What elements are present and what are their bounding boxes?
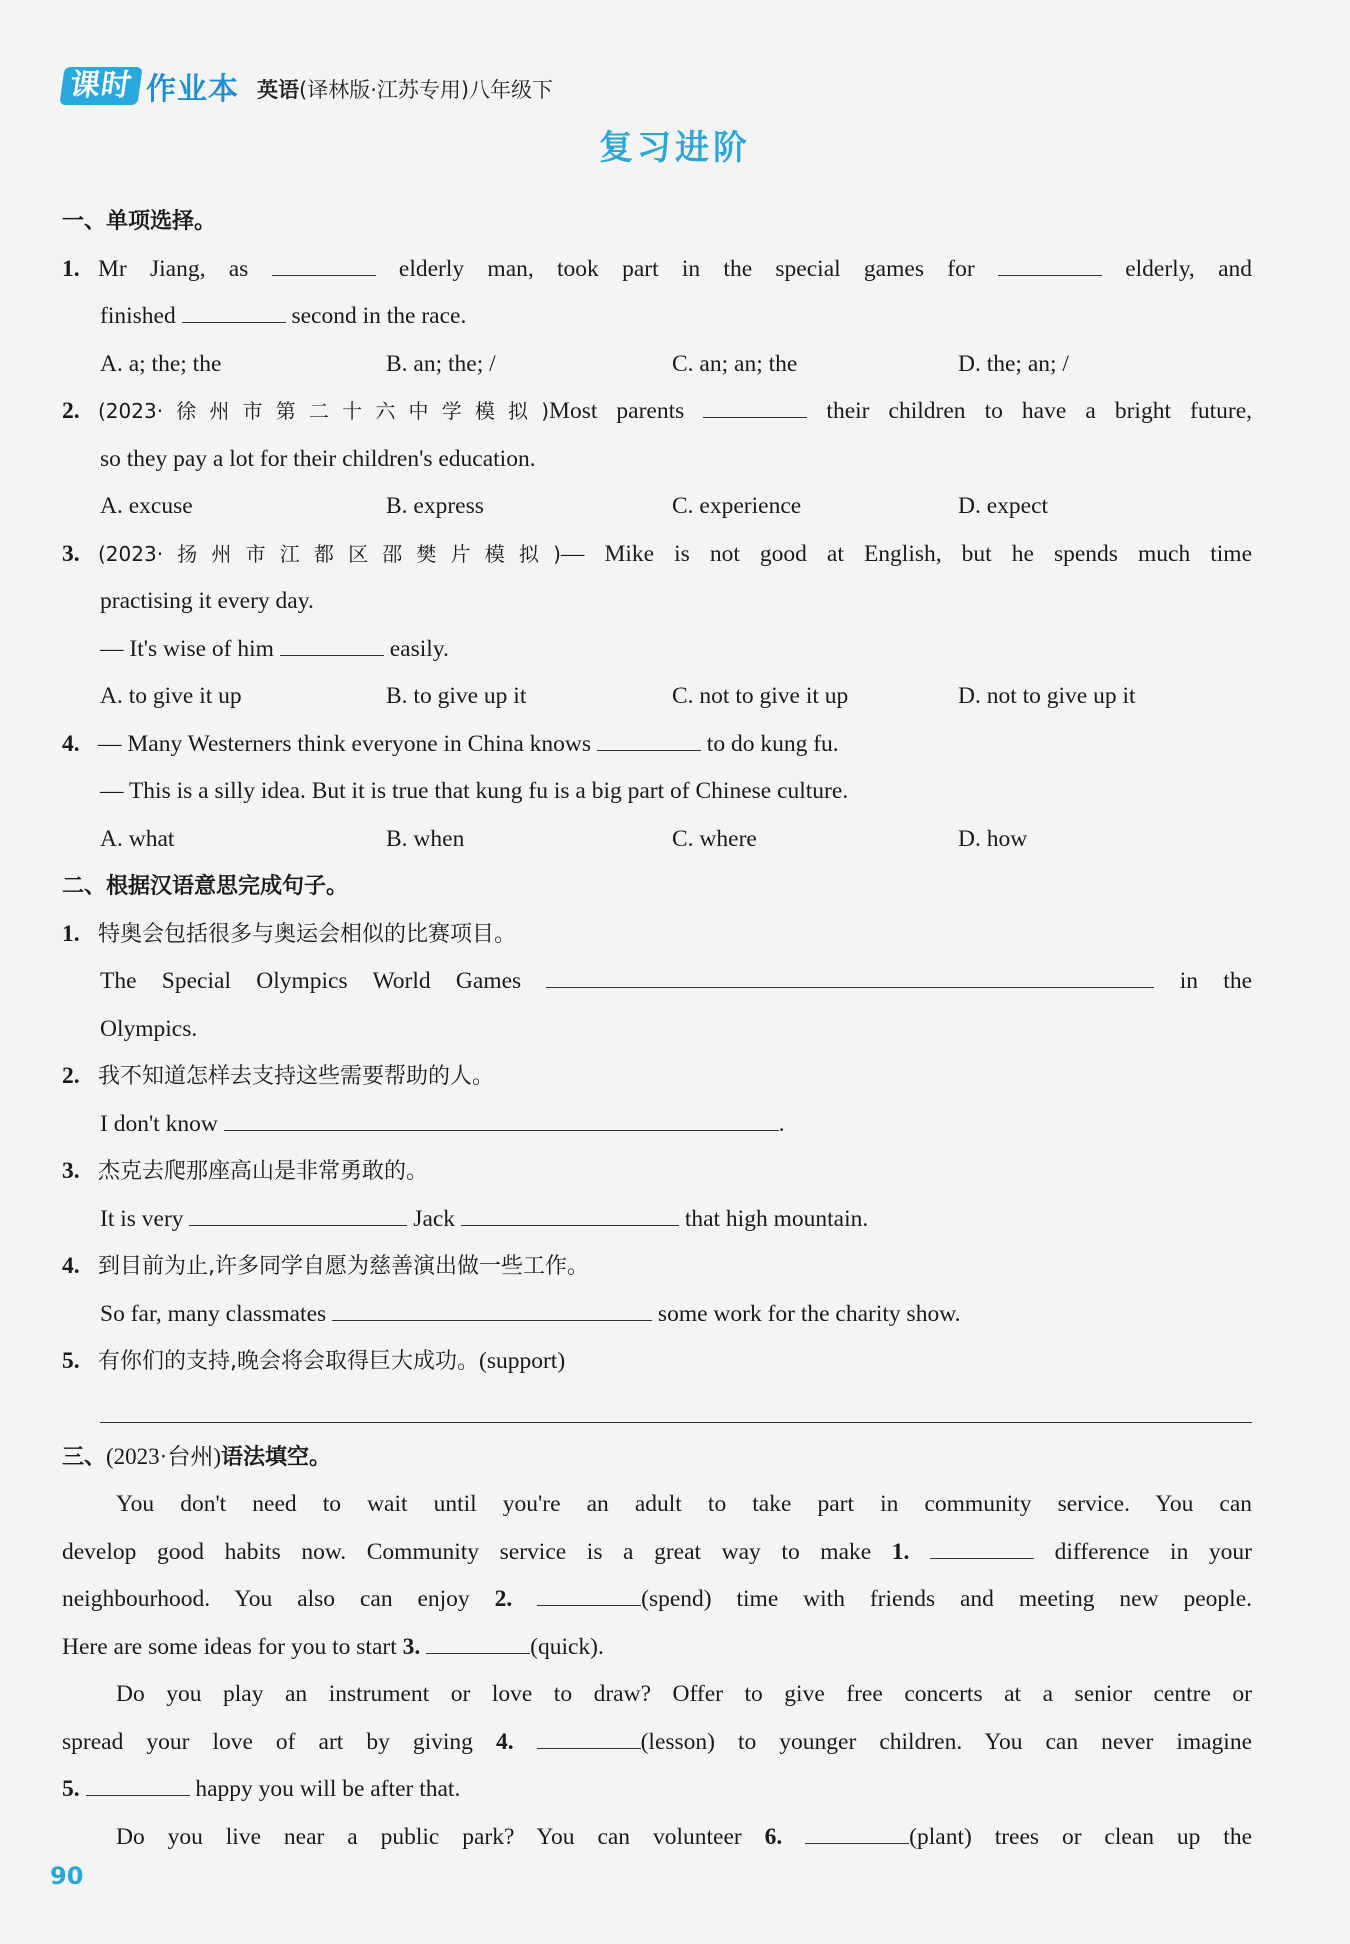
s2-item4-en: So far, many classmates some work for the charity show.	[62, 1291, 1252, 1339]
s2-item4-cn: 4. 到目前为止,许多同学自愿为慈善演出做一些工作。	[62, 1253, 589, 1279]
q2-line1: 2. (2023·徐州市第二十六中学模拟)Most parents their children to have a bright future,	[62, 388, 1252, 436]
answer-blank[interactable]	[546, 965, 1154, 988]
q3-line1: 3. (2023·扬州市江都区邵樊片模拟)— Mike is not good at English, but he spends much time	[62, 540, 1253, 567]
page-number: 90	[50, 1862, 84, 1890]
q1-line2: finished second in the race.	[62, 293, 1252, 341]
choice-b[interactable]: B. to give up it	[386, 683, 527, 709]
answer-blank[interactable]	[805, 1821, 909, 1844]
q1-choices	[62, 341, 1252, 389]
content	[62, 198, 1252, 1861]
header	[62, 64, 553, 108]
answer-blank[interactable]	[189, 1203, 407, 1226]
s2-item1-cn: 1. 特奥会包括很多与奥运会相似的比赛项目。	[62, 920, 517, 947]
s2-item3-cn: 3. 杰克去爬那座高山是非常勇敢的。	[62, 1158, 429, 1184]
q1-line1: 1. Mr Jiang, as elderly man, took part in the special games for elderly, and	[62, 246, 1252, 294]
choice-b[interactable]: B. express	[386, 493, 484, 519]
q3-line2: practising it every day.	[100, 588, 314, 614]
answer-blank[interactable]	[224, 1108, 779, 1131]
answer-blank[interactable]	[86, 1773, 190, 1796]
page-title: 复习进阶	[599, 128, 751, 168]
choice-b[interactable]: B. an; the; /	[386, 350, 496, 377]
q3-line3: — It's wise of him easily.	[62, 626, 1252, 674]
s2-item1-en: The Special Olympics World Games in the	[62, 958, 1252, 1006]
s2-item3-en: It is very Jack that high mountain.	[62, 1196, 1252, 1244]
choice-c[interactable]: C. not to give it up	[672, 683, 849, 709]
q4-line2: — This is a silly idea. But it is true that kung fu is a big part of Chinese culture.	[100, 778, 849, 804]
answer-blank[interactable]	[272, 253, 376, 276]
choice-c[interactable]: C. experience	[672, 493, 802, 519]
answer-blank[interactable]	[930, 1536, 1034, 1559]
answer-blank[interactable]	[597, 728, 701, 751]
choice-d[interactable]: D. not to give up it	[958, 683, 1136, 709]
answer-blank[interactable]	[703, 395, 807, 418]
choice-b[interactable]: B. when	[386, 825, 465, 852]
question-source: (2023·徐州市第二十六中学模拟)	[98, 399, 550, 423]
p2-line2: spread your love of art by giving 4. (lesson) to younger children. You can never imagine	[62, 1719, 1252, 1767]
choice-d[interactable]: D. the; an; /	[958, 350, 1069, 377]
s2-item1-en-cont: Olympics.	[100, 1015, 198, 1042]
p2-line3: 5. happy you will be after that.	[62, 1766, 1252, 1814]
section3-heading: 三、(2023·台州)语法填空。	[62, 1443, 332, 1470]
edition: (译林版·江苏专用)八年级下	[299, 78, 554, 102]
answer-blank[interactable]	[426, 1631, 530, 1654]
question-source: (2023·扬州市江都区邵樊片模拟)	[98, 541, 561, 566]
p3-line1: Do you live near a public park? You can volunteer 6. (plant) trees or clean up the	[62, 1814, 1252, 1862]
answer-blank[interactable]	[461, 1203, 679, 1226]
q4-choices	[62, 816, 1252, 864]
answer-blank[interactable]	[998, 253, 1102, 276]
choice-d[interactable]: D. how	[958, 825, 1028, 852]
answer-blank[interactable]	[182, 300, 286, 323]
choice-a[interactable]: A. a; the; the	[100, 350, 222, 377]
s2-item2-cn: 2. 我不知道怎样去支持这些需要帮助的人。	[62, 1063, 495, 1089]
logo-box: 课时	[59, 67, 142, 105]
choice-c[interactable]: C. an; an; the	[672, 350, 798, 377]
q2-choices	[62, 483, 1252, 531]
s2-item5-cn: 5. 有你们的支持,晚会将会取得巨大成功。(support)	[62, 1348, 566, 1374]
p1-line4: Here are some ideas for you to start 3. (quick).	[62, 1624, 1252, 1672]
choice-d[interactable]: D. expect	[958, 493, 1049, 519]
choice-a[interactable]: A. to give it up	[100, 683, 242, 709]
q4-line1: 4. — Many Westerners think everyone in China knows to do kung fu.	[62, 721, 1252, 769]
section2-heading: 二、根据汉语意思完成句子。	[62, 874, 349, 899]
choice-c[interactable]: C. where	[672, 825, 757, 852]
subject: 英语	[257, 78, 299, 102]
answer-line[interactable]	[100, 1386, 1252, 1423]
answer-blank[interactable]	[332, 1298, 652, 1321]
choice-a[interactable]: A. excuse	[100, 493, 193, 519]
p2-line1: Do you play an instrument or love to draw? Offer to give free concerts at a senior centre or	[116, 1681, 1252, 1707]
s2-item2-en: I don't know .	[62, 1101, 1252, 1149]
choice-a[interactable]: A. what	[100, 825, 175, 852]
p1-line2: develop good habits now. Community service is a great way to make 1. difference in your	[62, 1529, 1252, 1577]
logo	[62, 64, 239, 108]
section1-heading: 一、单项选择。	[62, 209, 217, 234]
p1-line1: You don't need to wait until you're an adult to take part in community service. You can	[116, 1491, 1252, 1517]
q3-choices	[62, 673, 1252, 721]
q2-line2: so they pay a lot for their children's education.	[100, 445, 536, 472]
answer-blank[interactable]	[537, 1583, 641, 1606]
book-info	[257, 74, 553, 104]
p1-line3: neighbourhood. You also can enjoy 2. (spend) time with friends and meeting new people.	[62, 1576, 1252, 1624]
answer-blank[interactable]	[537, 1726, 641, 1749]
answer-blank[interactable]	[280, 633, 384, 656]
logo-text: 作业本	[146, 72, 239, 107]
